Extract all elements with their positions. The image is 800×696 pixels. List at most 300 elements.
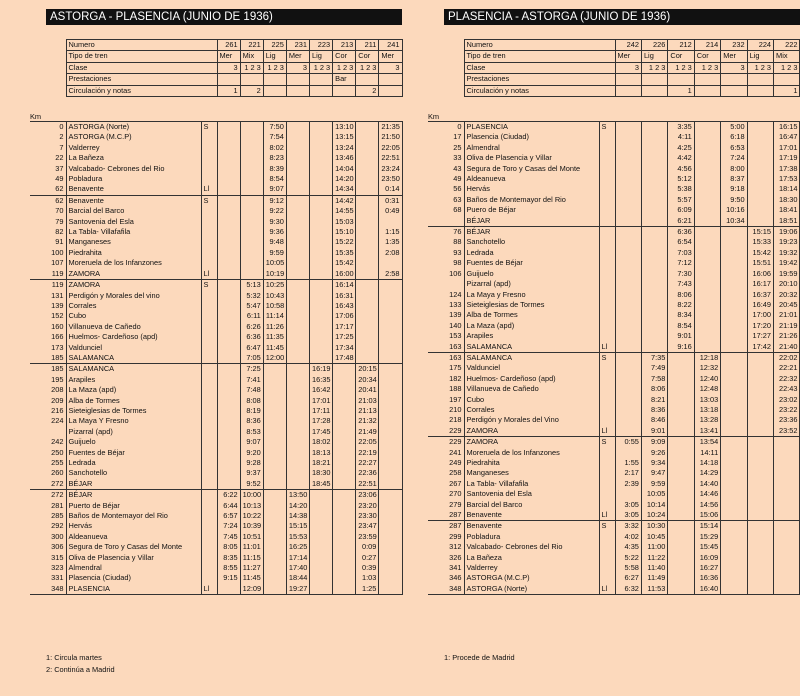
timetable-row (428, 573, 800, 583)
time-cell (217, 143, 240, 153)
km-cell: 68 (428, 205, 464, 215)
timetable-row (30, 343, 402, 353)
arrival-departure-note: S (201, 280, 217, 291)
timetable-row (428, 132, 800, 142)
time-cell (333, 437, 356, 447)
time-cell (668, 437, 694, 448)
time-cell: 9:52 (240, 479, 263, 490)
train-header-table (46, 39, 403, 97)
time-cell (379, 258, 402, 268)
time-cell (721, 248, 747, 258)
time-cell: 19:32 (774, 248, 800, 258)
time-cell: 6:18 (721, 132, 747, 142)
time-cell: 21:32 (356, 416, 379, 426)
time-cell (333, 532, 356, 542)
station-name: Segura de Toro y Casas del Monte (66, 542, 201, 552)
station-name: Sanchotello (464, 237, 599, 247)
arrival-departure-note (201, 573, 217, 583)
time-cell (615, 132, 641, 142)
time-cell (615, 143, 641, 153)
station-name: Pobladura (66, 174, 201, 184)
train-clase-cell: 3 (721, 62, 747, 73)
time-cell (694, 205, 720, 215)
station-name: Alba de Tormes (66, 396, 201, 406)
km-cell: 185 (30, 364, 66, 375)
time-cell: 16:14 (333, 280, 356, 291)
time-cell: 10:45 (641, 532, 667, 542)
time-cell (721, 258, 747, 268)
time-cell: 22:05 (356, 437, 379, 447)
time-cell (310, 195, 333, 206)
time-cell: 7:41 (240, 375, 263, 385)
table-title: PLASENCIA - ASTORGA (JUNIO DE 1936) (444, 9, 800, 25)
time-cell: 8:00 (721, 164, 747, 174)
time-cell (286, 311, 309, 321)
time-cell (310, 332, 333, 342)
time-cell (694, 269, 720, 279)
arrival-departure-note (599, 415, 615, 425)
train-tipo-cell: Cor (668, 51, 694, 62)
time-cell: 18:45 (310, 479, 333, 490)
train-clase-cell: 1 2 3 (694, 62, 720, 73)
time-cell: 16:31 (333, 291, 356, 301)
station-name: Barcial del Barco (464, 500, 599, 510)
station-name: SALAMANCA (464, 352, 599, 363)
time-cell (615, 342, 641, 353)
train-notas-cell (263, 85, 286, 96)
time-cell: 16:25 (286, 542, 309, 552)
time-cell (721, 290, 747, 300)
timetable-row (428, 521, 800, 532)
station-name: ASTORGA (Norte) (66, 122, 201, 133)
time-cell: 0:55 (615, 437, 641, 448)
km-cell: 216 (30, 406, 66, 416)
train-clase-cell: 3 (379, 62, 402, 73)
station-name: Ledrada (66, 458, 201, 468)
time-cell (263, 437, 286, 447)
time-cell (286, 479, 309, 490)
time-cell: 10:51 (240, 532, 263, 542)
time-cell: 16:15 (774, 122, 800, 133)
time-cell (721, 426, 747, 437)
time-cell (310, 490, 333, 501)
time-cell: 8:53 (240, 427, 263, 437)
train-tipo-cell: Mer (286, 51, 309, 62)
arrival-departure-note (201, 332, 217, 342)
time-cell (333, 479, 356, 490)
timetable-row (428, 468, 800, 478)
time-cell (310, 311, 333, 321)
time-cell (721, 363, 747, 373)
train-prest-cell (217, 74, 240, 85)
time-cell: 10:05 (263, 258, 286, 268)
km-cell: 166 (30, 332, 66, 342)
time-cell: 23:30 (356, 511, 379, 521)
time-cell (615, 279, 641, 289)
time-cell (333, 416, 356, 426)
time-cell (721, 510, 747, 521)
time-cell: 1:35 (379, 237, 402, 247)
time-cell (721, 489, 747, 499)
train-tipo-cell: Lig (263, 51, 286, 62)
time-cell (286, 396, 309, 406)
time-cell (263, 532, 286, 542)
timetable-body (30, 121, 403, 595)
time-cell (747, 415, 773, 425)
arrival-departure-note (599, 248, 615, 258)
train-prest-cell (721, 74, 747, 85)
time-cell: 9:09 (641, 437, 667, 448)
header-blank (46, 51, 66, 62)
arrival-departure-note (201, 164, 217, 174)
time-cell (286, 437, 309, 447)
time-cell: 11:01 (240, 542, 263, 552)
time-cell: 14:56 (694, 500, 720, 510)
time-cell: 0:49 (379, 206, 402, 216)
time-cell (641, 237, 667, 247)
station-name: Arapiles (464, 331, 599, 341)
timetable-row (428, 269, 800, 279)
time-cell: 5:58 (615, 563, 641, 573)
time-cell (286, 353, 309, 364)
time-cell (694, 248, 720, 258)
time-cell (356, 122, 379, 133)
train-clase-cell: 1 2 3 (310, 62, 333, 73)
time-cell (721, 553, 747, 563)
time-cell (641, 174, 667, 184)
time-cell (668, 521, 694, 532)
train-num-cell: 214 (694, 40, 720, 51)
timetable-row (428, 405, 800, 415)
time-cell (641, 227, 667, 238)
arrival-departure-note (201, 490, 217, 501)
time-cell: 15:15 (286, 521, 309, 531)
train-notas-cell (286, 85, 309, 96)
header-label: Circulación y notas (464, 85, 615, 96)
time-cell: 12:18 (694, 352, 720, 363)
time-cell (615, 321, 641, 331)
time-cell (217, 301, 240, 311)
time-cell: 7:49 (641, 363, 667, 373)
time-cell (310, 227, 333, 237)
time-cell (379, 553, 402, 563)
train-notas-cell: 2 (356, 85, 379, 96)
time-cell: 8:36 (641, 405, 667, 415)
time-cell: 20:41 (356, 385, 379, 395)
time-cell (263, 542, 286, 552)
time-cell: 6:36 (668, 227, 694, 238)
time-cell: 17:40 (286, 563, 309, 573)
station-name: BÉJAR (66, 490, 201, 501)
arrival-departure-note (599, 573, 615, 583)
time-cell (668, 374, 694, 384)
station-name: Benavente (464, 510, 599, 521)
time-cell: 9:12 (263, 195, 286, 206)
time-cell (333, 542, 356, 552)
train-notas-cell: 1 (668, 85, 694, 96)
time-cell: 7:54 (263, 132, 286, 142)
time-cell (668, 584, 694, 595)
km-cell: 98 (428, 258, 464, 268)
timetable-row (30, 468, 402, 478)
time-cell: 22:43 (774, 384, 800, 394)
time-cell (263, 511, 286, 521)
time-cell: 0:31 (379, 195, 402, 206)
time-cell (310, 184, 333, 195)
time-cell: 23:22 (774, 405, 800, 415)
km-cell: 346 (428, 573, 464, 583)
km-cell: 272 (30, 490, 66, 501)
time-cell (333, 490, 356, 501)
km-cell: 33 (428, 153, 464, 163)
time-cell (694, 122, 720, 133)
time-cell (356, 143, 379, 153)
arrival-departure-note (599, 553, 615, 563)
time-cell (286, 332, 309, 342)
time-cell (615, 227, 641, 238)
train-tipo-cell: Mer (217, 51, 240, 62)
time-cell (217, 385, 240, 395)
timetable-row (428, 300, 800, 310)
arrival-departure-note (201, 468, 217, 478)
time-cell: 8:06 (668, 290, 694, 300)
time-cell: 6:32 (615, 584, 641, 595)
time-cell: 11:26 (263, 322, 286, 332)
time-cell (641, 331, 667, 341)
time-cell: 15:51 (747, 258, 773, 268)
train-clase-cell: 1 2 3 (641, 62, 667, 73)
time-cell (286, 269, 309, 280)
time-cell (263, 563, 286, 573)
arrival-departure-note (599, 363, 615, 373)
time-cell (333, 385, 356, 395)
time-cell (356, 227, 379, 237)
time-cell: 12:40 (694, 374, 720, 384)
train-notas-cell (379, 85, 402, 96)
timetable-row (428, 321, 800, 331)
time-cell (310, 174, 333, 184)
time-cell (694, 227, 720, 238)
header-label: Clase (66, 62, 217, 73)
km-cell: 306 (30, 542, 66, 552)
time-cell (615, 122, 641, 133)
arrival-departure-note (599, 143, 615, 153)
time-cell (615, 184, 641, 194)
time-cell (240, 258, 263, 268)
time-cell (333, 468, 356, 478)
km-cell: 100 (30, 248, 66, 258)
time-cell: 23:50 (379, 174, 402, 184)
time-cell: 17:06 (333, 311, 356, 321)
time-cell (217, 217, 240, 227)
km-cell: 0 (428, 122, 464, 133)
time-cell (774, 510, 800, 521)
km-cell: 76 (428, 227, 464, 238)
time-cell: 13:50 (286, 490, 309, 501)
time-cell: 21:19 (774, 321, 800, 331)
time-cell: 15:06 (694, 510, 720, 521)
time-cell: 8:19 (240, 406, 263, 416)
timetable-row (30, 490, 402, 501)
km-cell: 267 (428, 479, 464, 489)
time-cell (747, 153, 773, 163)
time-cell (615, 374, 641, 384)
time-cell (310, 206, 333, 216)
time-cell: 8:02 (263, 143, 286, 153)
arrival-departure-note (599, 258, 615, 268)
time-cell (379, 343, 402, 353)
time-cell: 0:14 (379, 184, 402, 195)
time-cell: 6:54 (668, 237, 694, 247)
timetable-row (30, 375, 402, 385)
time-cell: 19:59 (774, 269, 800, 279)
time-cell: 17:20 (747, 321, 773, 331)
time-cell (615, 248, 641, 258)
time-cell (217, 332, 240, 342)
time-cell: 7:30 (668, 269, 694, 279)
station-name: SALAMANCA (66, 353, 201, 364)
time-cell: 6:53 (721, 143, 747, 153)
station-name: Puero de Béjar (464, 205, 599, 215)
timetable-row (428, 553, 800, 563)
time-cell: 7:25 (240, 364, 263, 375)
time-cell (379, 542, 402, 552)
km-cell: 348 (30, 584, 66, 595)
station-name: Valderrey (66, 143, 201, 153)
time-cell (286, 153, 309, 163)
time-cell (721, 448, 747, 458)
time-cell (379, 437, 402, 447)
time-cell (721, 468, 747, 478)
km-cell: 160 (30, 322, 66, 332)
time-cell (668, 395, 694, 405)
time-cell: 18:41 (774, 205, 800, 215)
time-cell: 10:00 (240, 490, 263, 501)
time-cell (286, 217, 309, 227)
time-cell (668, 500, 694, 510)
time-cell (217, 206, 240, 216)
km-cell: 218 (428, 415, 464, 425)
km-cell: 152 (30, 311, 66, 321)
km-cell: 62 (30, 184, 66, 195)
time-cell (379, 563, 402, 573)
time-cell (310, 258, 333, 268)
time-cell: 9:48 (263, 237, 286, 247)
time-cell: 16:06 (747, 269, 773, 279)
time-cell: 14:40 (694, 479, 720, 489)
station-name: Moreruela de los Infanzones (464, 448, 599, 458)
arrival-departure-note (201, 291, 217, 301)
time-cell (694, 143, 720, 153)
time-cell: 11:45 (263, 343, 286, 353)
time-cell (641, 269, 667, 279)
time-cell: 14:04 (333, 164, 356, 174)
time-cell (615, 405, 641, 415)
time-cell (721, 542, 747, 552)
time-cell (694, 258, 720, 268)
time-cell (615, 395, 641, 405)
km-cell: 124 (428, 290, 464, 300)
time-cell: 11:14 (263, 311, 286, 321)
timetable-row (30, 427, 402, 437)
time-cell: 10:39 (240, 521, 263, 531)
km-cell: 188 (428, 384, 464, 394)
time-cell (286, 322, 309, 332)
time-cell: 16:37 (747, 290, 773, 300)
time-cell (615, 174, 641, 184)
arrival-departure-note: Ll (599, 342, 615, 353)
time-cell (356, 332, 379, 342)
km-cell: 131 (30, 291, 66, 301)
timetable-row (428, 384, 800, 394)
train-notas-cell: 1 (774, 85, 800, 96)
train-notas-cell (310, 85, 333, 96)
arrival-departure-note (599, 479, 615, 489)
time-cell (747, 363, 773, 373)
arrival-departure-note (599, 279, 615, 289)
arrival-departure-note (599, 269, 615, 279)
km-cell: 22 (30, 153, 66, 163)
time-cell (217, 195, 240, 206)
arrival-departure-note (599, 184, 615, 194)
time-cell (217, 396, 240, 406)
time-cell (668, 448, 694, 458)
timetable-row (428, 143, 800, 153)
time-cell (240, 184, 263, 195)
arrival-departure-note: Ll (599, 426, 615, 437)
arrival-departure-note (201, 396, 217, 406)
station-name: ASTORGA (M.C.P) (66, 132, 201, 142)
time-cell (263, 416, 286, 426)
time-cell (286, 280, 309, 291)
time-cell: 5:13 (240, 280, 263, 291)
timetable-row (30, 164, 402, 174)
station-name: La Tabla- Villafafila (464, 479, 599, 489)
time-cell: 16:09 (694, 553, 720, 563)
time-cell: 4:25 (668, 143, 694, 153)
time-cell: 9:37 (240, 468, 263, 478)
time-cell: 8:06 (641, 384, 667, 394)
time-cell: 22:51 (356, 479, 379, 490)
time-cell (615, 363, 641, 373)
time-cell (217, 227, 240, 237)
time-cell: 8:08 (240, 396, 263, 406)
time-cell (615, 258, 641, 268)
time-cell (721, 500, 747, 510)
timetable-row (428, 374, 800, 384)
time-cell (774, 437, 800, 448)
time-cell (217, 406, 240, 416)
time-cell (641, 122, 667, 133)
station-name: Hervás (464, 184, 599, 194)
arrival-departure-note (201, 364, 217, 375)
time-cell (217, 280, 240, 291)
time-cell (217, 468, 240, 478)
station-name: Valderrey (464, 563, 599, 573)
time-cell (286, 258, 309, 268)
timetable-row (30, 396, 402, 406)
time-cell: 8:54 (668, 321, 694, 331)
arrival-departure-note (201, 458, 217, 468)
km-cell: 323 (30, 563, 66, 573)
time-cell (721, 237, 747, 247)
time-cell: 21:40 (774, 342, 800, 353)
time-cell (747, 584, 773, 595)
time-cell: 4:11 (668, 132, 694, 142)
timetable-row (30, 227, 402, 237)
train-prest-cell (774, 74, 800, 85)
time-cell (641, 279, 667, 289)
